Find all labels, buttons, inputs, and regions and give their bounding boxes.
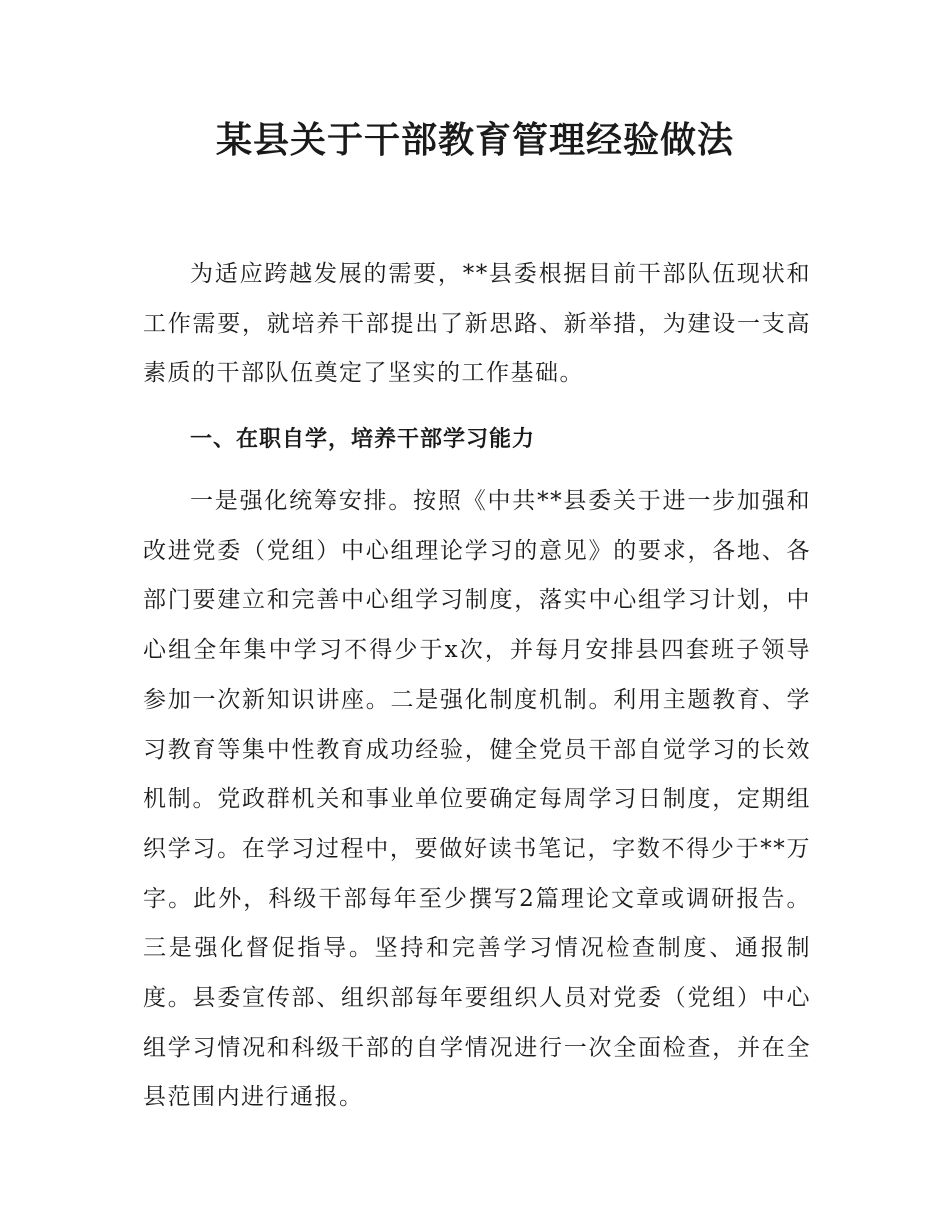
document-title: 某县关于干部教育管理经验做法 bbox=[215, 119, 734, 161]
intro-paragraph: 为适应跨越发展的需要，**县委根据目前干部队伍现状和工作需要，就培养干部提出了新思路、新举措，为建设一支高素质的干部队伍奠定了坚实的工作基础。 bbox=[143, 261, 811, 387]
section-heading-1: 一、在职自学，培养干部学习能力 bbox=[190, 427, 536, 452]
section-1-paragraph: 一是强化统筹安排。按照《中共**县委关于进一步加强和改进党委（党组）中心组理论学习的意见》的要求，各地、各部门要建立和完善中心组学习制度，落实中心组学习计划，中心组全年集中学习不得少于x次，并每月安排县四套班子领导参加一次新知识讲座。二是强化制度机制。利用主题教育、学习教育等集中性教育成功经验，健全党员干部自觉学习的长效机制。党政群机关和事业单位要确定每周学习日制度，定期组织学习。在学习过程中，要做好读书笔记，字数不得少于**万字。此外，科级干部每年至少撰写2篇理论文章或调研报告。三是强化督促指导。坚持和完善学习情况检查制度、通报制度。县委宣传部、组织部每年要组织人员对党委（党组）中心组学习情况和科级干部的自学情况进行一次全面检查，并在全县范围内进行通报。 bbox=[143, 488, 811, 1111]
